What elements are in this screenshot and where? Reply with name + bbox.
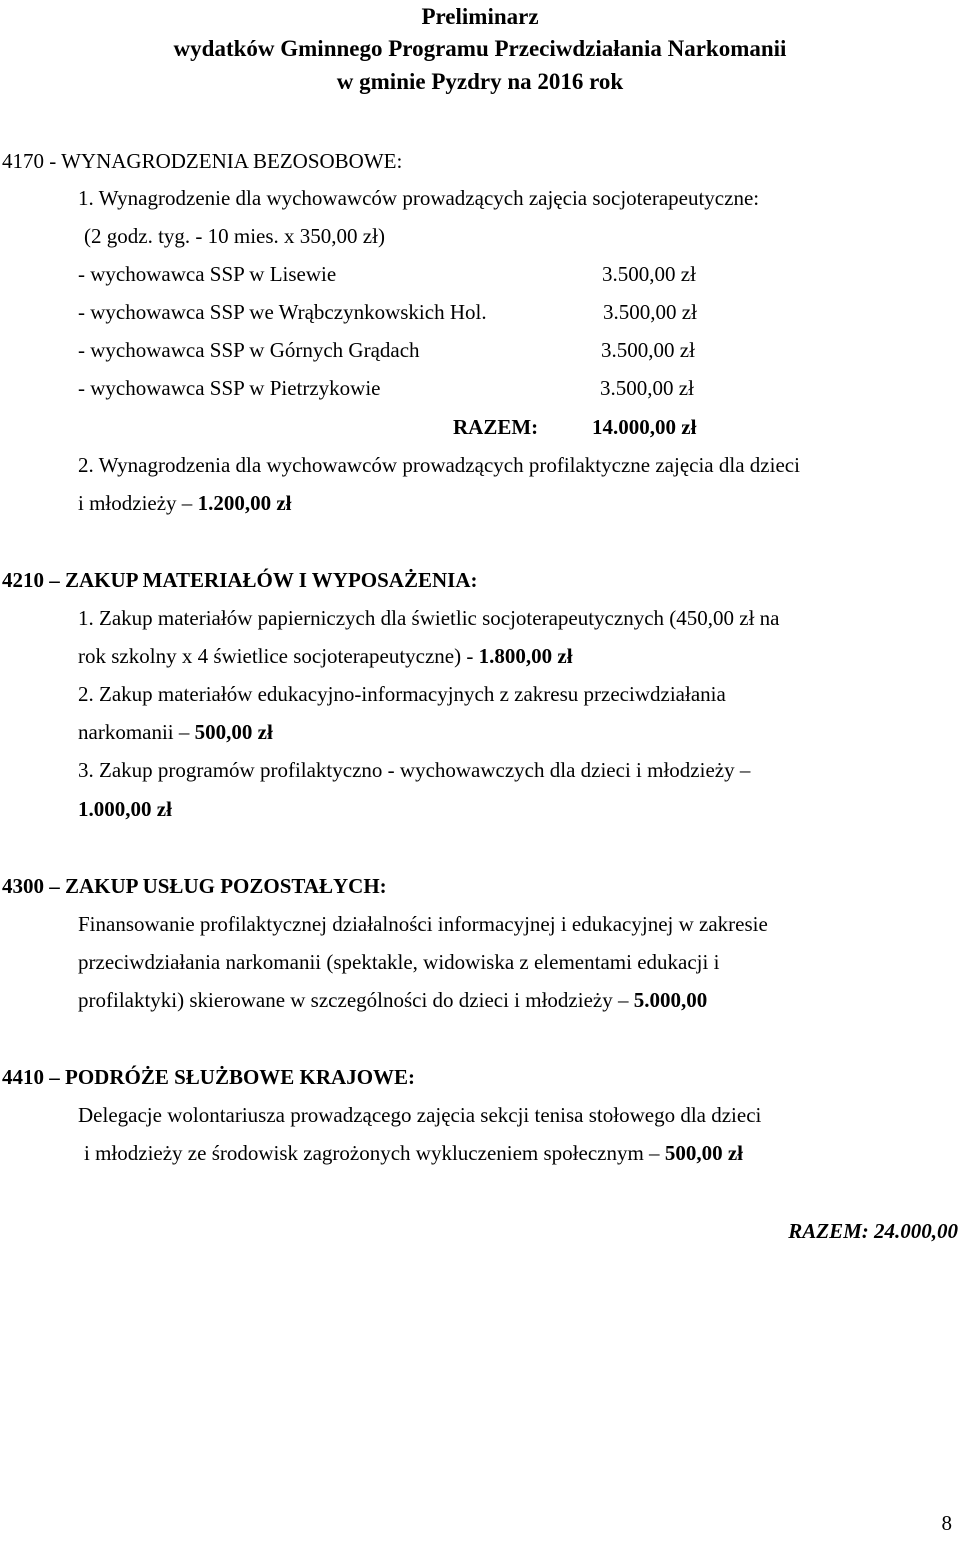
s4170-item1-line2: (2 godz. tyg. - 10 mies. x 350,00 zł) — [84, 224, 385, 248]
section-4410-heading: 4410 – PODRÓŻE SŁUŻBOWE KRAJOWE: — [2, 1065, 416, 1089]
s4170-row-label: - wychowawca SSP w Pietrzykowie — [78, 376, 381, 400]
s4300-line3 — [78, 987, 707, 1013]
s4170-row-amount: 3.500,00 zł — [601, 338, 695, 362]
s4170-row-amount: 3.500,00 zł — [602, 262, 696, 286]
s4210-item2-amount: 500,00 zł — [194, 720, 273, 744]
s4170-row-label: - wychowawca SSP we Wrąbczynkowskich Hol. — [78, 300, 487, 324]
s4210-item3-amount: 1.000,00 zł — [78, 797, 172, 821]
s4170-item2-line2 — [78, 490, 291, 516]
s4170-row-label: - wychowawca SSP w Lisewie — [78, 262, 337, 286]
section-4300-heading: 4300 – ZAKUP USŁUG POZOSTAŁYCH: — [2, 874, 387, 898]
page-number: 8 — [941, 1511, 952, 1535]
s4170-item2-text: i młodzieży – — [78, 491, 198, 515]
s4170-item1-line1: 1. Wynagrodzenie dla wychowawców prowadzących zajęcia socjoterapeutyczne: — [78, 186, 760, 210]
s4210-item1-line2 — [78, 643, 573, 669]
s4410-amount: 500,00 zł — [664, 1141, 743, 1165]
s4210-item2-line1: 2. Zakup materiałów edukacyjno-informacyjnych z zakresu przeciwdziałania — [78, 682, 726, 706]
s4300-line1: Finansowanie profilaktycznej działalności informacyjnej i edukacyjnej w zakresie — [78, 912, 768, 936]
title-line-2: wydatków Gminnego Programu Przeciwdziałania Narkomanii — [173, 36, 787, 61]
s4210-item3-line1: 3. Zakup programów profilaktyczno - wychowawczych dla dzieci i młodzieży – — [78, 758, 751, 782]
s4170-item2-line1: 2. Wynagrodzenia dla wychowawców prowadzących profilaktyczne zajęcia dla dzieci — [78, 453, 800, 477]
s4210-item1-amount: 1.800,00 zł — [478, 644, 573, 668]
s4170-row-label: - wychowawca SSP w Górnych Grądach — [78, 338, 420, 362]
title-line-1: Preliminarz — [421, 4, 539, 29]
section-4210-heading: 4210 – ZAKUP MATERIAŁÓW I WYPOSAŻENIA: — [2, 568, 478, 592]
s4170-row-amount: 3.500,00 zł — [600, 376, 694, 400]
s4210-item2-text: narkomanii – — [78, 720, 195, 744]
s4300-amount: 5.000,00 — [633, 988, 708, 1012]
s4170-razem-label: RAZEM: — [453, 415, 539, 439]
s4300-line2: przeciwdziałania narkomanii (spektakle, widowiska z elementami edukacji i — [78, 950, 720, 974]
s4410-text: i młodzieży ze środowisk zagrożonych wykluczeniem społecznym – — [84, 1141, 665, 1165]
s4170-row-amount: 3.500,00 zł — [603, 300, 697, 324]
s4170-razem-amount: 14.000,00 zł — [592, 415, 697, 439]
s4410-line2 — [84, 1140, 743, 1166]
grand-total: RAZEM: 24.000,00 — [788, 1219, 958, 1243]
s4210-item2-line2 — [78, 719, 273, 745]
s4410-line1: Delegacje wolontariusza prowadzącego zajęcia sekcji tenisa stołowego dla dzieci — [78, 1103, 762, 1127]
s4170-item2-amount: 1.200,00 zł — [197, 491, 292, 515]
s4210-item1-line1: 1. Zakup materiałów papierniczych dla świetlic socjoterapeutycznych (450,00 zł na — [78, 606, 780, 630]
s4300-text: profilaktyki) skierowane w szczególności do dzieci i młodzieży – — [78, 988, 634, 1012]
s4210-item1-text: rok szkolny x 4 świetlice socjoterapeutyczne) - — [78, 644, 479, 668]
section-4170-heading: 4170 - WYNAGRODZENIA BEZOSOBOWE: — [2, 149, 403, 173]
title-line-3: w gminie Pyzdry na 2016 rok — [336, 69, 624, 94]
